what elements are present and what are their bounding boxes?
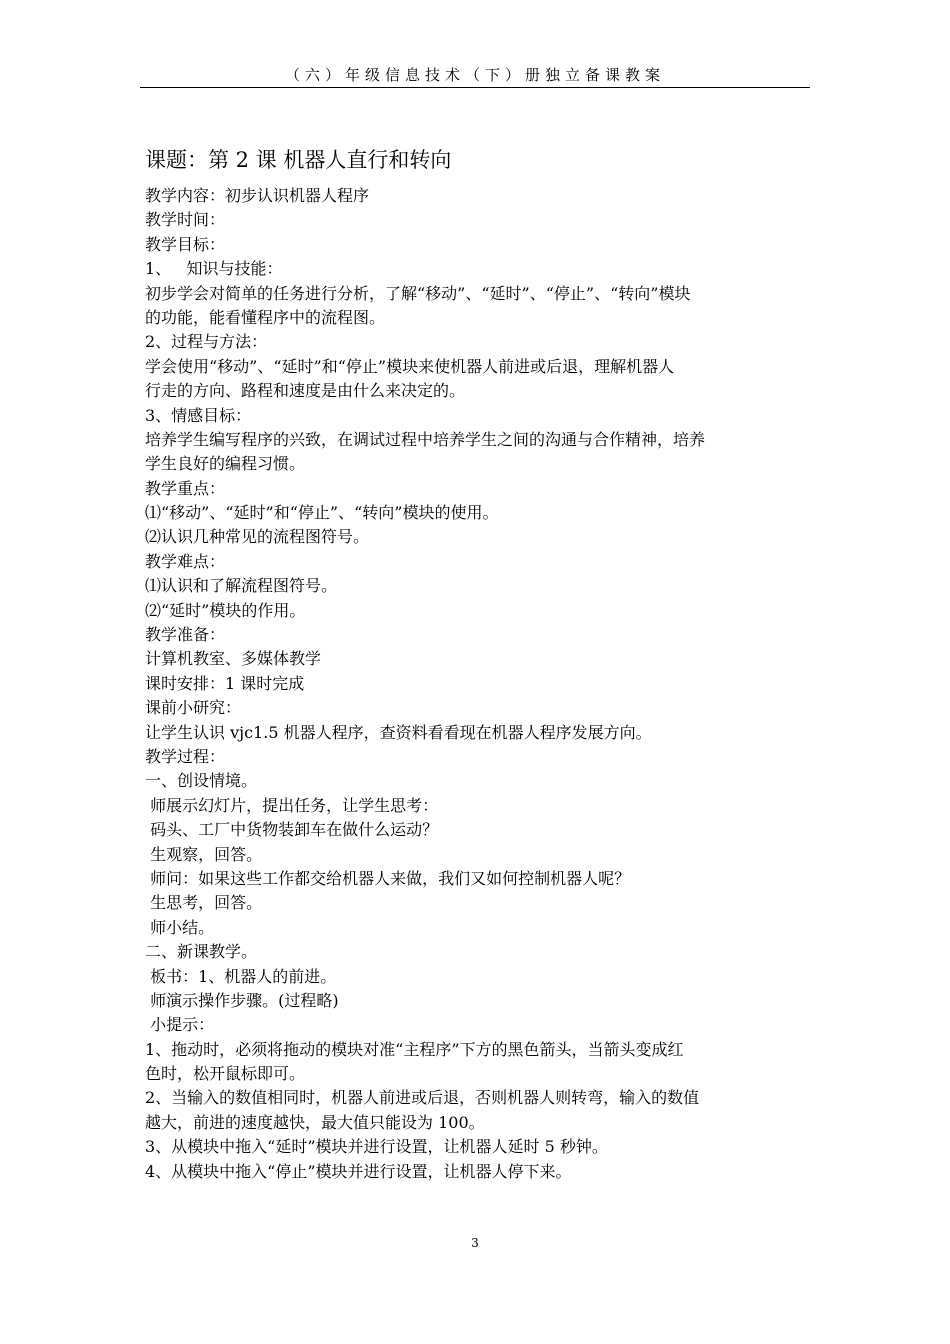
body-line: 教学过程： — [145, 746, 226, 766]
body-line: 3、情感目标： — [145, 405, 252, 425]
body-line: 教学内容：初步认识机器人程序 — [145, 186, 370, 205]
body-line: 1、 知识与技能： — [145, 259, 283, 279]
body-line: 生观察，回答。 — [145, 844, 263, 864]
body-line: 师演示操作步骤。(过程略) — [145, 990, 339, 1010]
body-line: 课前小研究： — [145, 698, 242, 718]
body-line: 初步学会对简单的任务进行分析，了解“移动”、“延时”、“停止”、“转向”模块 — [145, 283, 691, 303]
body-line: ⑴“移动”、“延时”和“停止”、“转向”模块的使用。 — [145, 503, 499, 523]
body-line: 码头、工厂中货物装卸车在做什么运动？ — [145, 820, 439, 840]
body-line: ⑵“延时”模块的作用。 — [145, 600, 306, 620]
body-line: 课时安排：1 课时完成 — [145, 673, 305, 693]
body-line: 教学重点： — [145, 478, 226, 498]
body-line: 学会使用“移动”、“延时”和“停止”模块来使机器人前进或后退，理解机器人 — [145, 356, 675, 376]
body-line: 越大，前进的速度越快，最大值只能设为 100。 — [145, 1112, 485, 1132]
header-rule — [140, 87, 810, 88]
body-line: 4、从模块中拖入“停止”模块并进行设置，让机器人停下来。 — [145, 1161, 572, 1181]
body-line: 学生良好的编程习惯。 — [145, 454, 306, 474]
body-line: 让学生认识 vjc1.5 机器人程序，查资料看看现在机器人程序发展方向。 — [145, 722, 652, 742]
body-line: 行走的方向、路程和速度是由什么来决定的。 — [145, 381, 466, 401]
body-line: 色时，松开鼠标即可。 — [145, 1064, 306, 1084]
page-number: 3 — [471, 1236, 479, 1250]
body-line: ⑴认识和了解流程图符号。 — [145, 576, 338, 596]
body-line: 教学难点： — [145, 551, 226, 571]
body-line: 一、创设情境。 — [145, 771, 258, 791]
body-line: 3、从模块中拖入“延时”模块并进行设置，让机器人延时 5 秒钟。 — [145, 1137, 608, 1157]
body-line: 教学时间： — [145, 210, 226, 230]
body-line: 2、过程与方法： — [145, 332, 268, 352]
body-line: 板书：1、机器人的前进。 — [145, 966, 337, 986]
body-line: 教学目标： — [145, 234, 226, 254]
lesson-body — [145, 184, 810, 1184]
body-line: 师小结。 — [145, 917, 215, 937]
body-line: 的功能，能看懂程序中的流程图。 — [145, 307, 386, 327]
body-line: 2、当输入的数值相同时，机器人前进或后退，否则机器人则转弯，输入的数值 — [145, 1088, 700, 1108]
lesson-title: 课题：第 2 课 机器人直行和转向 — [145, 148, 452, 172]
body-line: ⑵认识几种常见的流程图符号。 — [145, 527, 370, 547]
body-line: 二、新课教学。 — [145, 942, 258, 962]
page-header: （六）年级信息技术（下）册独立备课教案 — [284, 66, 665, 84]
body-line: 培养学生编写程序的兴致，在调试过程中培养学生之间的沟通与合作精神，培养 — [145, 429, 706, 449]
body-line: 生思考，回答。 — [145, 893, 263, 913]
body-line: 小提示： — [145, 1015, 215, 1035]
body-line: 师问：如果这些工作都交给机器人来做，我们又如何控制机器人呢？ — [145, 868, 631, 888]
body-line: 教学准备： — [145, 625, 226, 645]
body-line: 师展示幻灯片，提出任务，让学生思考： — [145, 795, 439, 815]
body-line: 计算机教室、多媒体教学 — [145, 649, 322, 669]
body-line: 1、拖动时，必须将拖动的模块对准“主程序”下方的黑色箭头，当箭头变成红 — [145, 1039, 684, 1059]
